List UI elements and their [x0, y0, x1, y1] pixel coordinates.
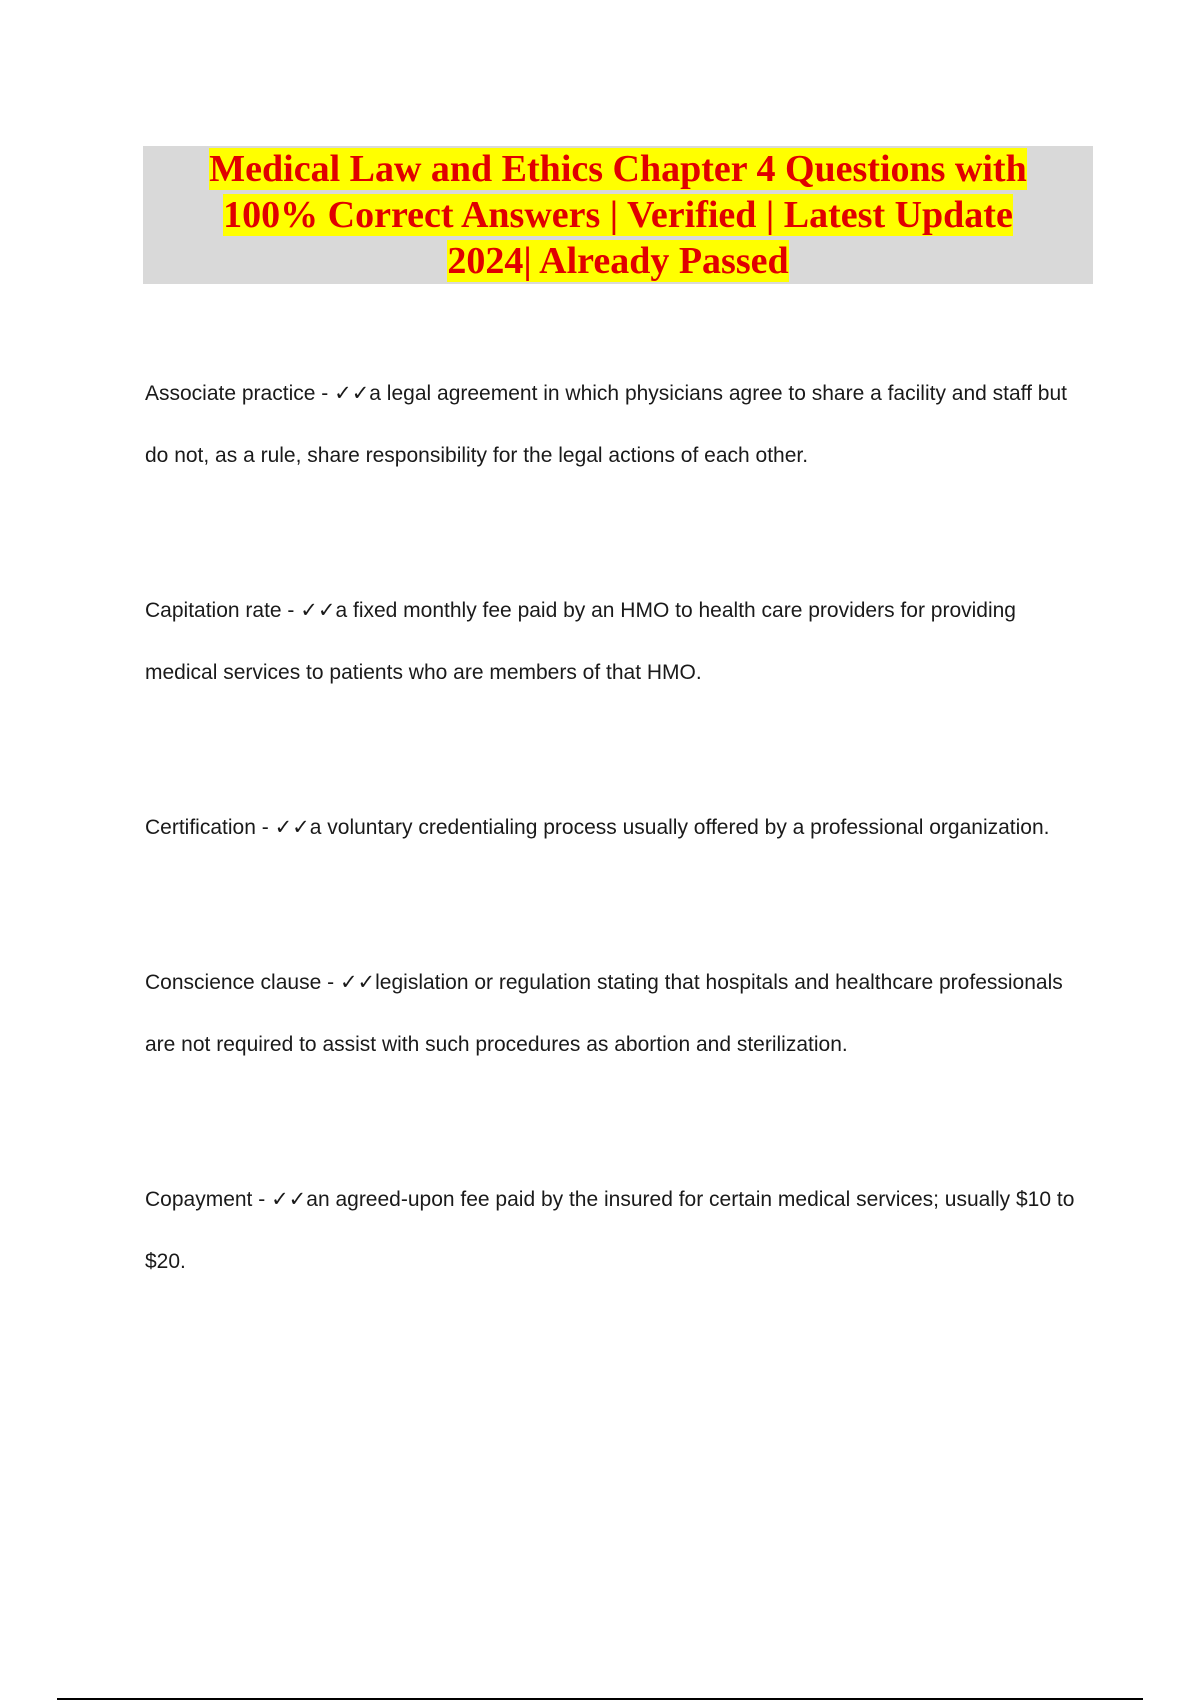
entry-term: Capitation rate	[145, 599, 282, 622]
double-check-icon: ✓✓	[300, 599, 336, 622]
title-line-2: 100% Correct Answers | Verified | Latest Update	[223, 194, 1013, 236]
title-banner	[143, 146, 1093, 284]
page-title	[168, 146, 1068, 284]
entry-term: Copayment	[145, 1188, 253, 1211]
entry-term: Conscience clause	[145, 971, 322, 994]
entry-definition: an agreed-upon fee paid by the insured for certain medical services; usually $10 to $20.	[145, 1188, 1075, 1273]
double-check-icon: ✓✓	[339, 971, 376, 994]
double-check-icon: ✓✓	[271, 1188, 307, 1211]
entry-definition: a legal agreement in which physicians agree to share a facility and staff but do not, as a rule, share responsibility for the legal actions of each other.	[145, 382, 1067, 467]
glossary-list	[145, 363, 1085, 1386]
glossary-entry-certification	[145, 797, 1085, 859]
entry-separator: -	[321, 971, 340, 994]
entry-term: Associate practice	[145, 382, 316, 405]
entry-definition: a fixed monthly fee paid by an HMO to health care providers for providing medical services to patients who are members of that HMO.	[145, 599, 1016, 684]
glossary-entry-associate-practice	[145, 363, 1085, 487]
entry-separator: -	[315, 382, 335, 405]
double-check-icon: ✓✓	[334, 382, 370, 405]
glossary-entry-capitation-rate	[145, 580, 1085, 704]
glossary-entry-copayment	[145, 1169, 1085, 1293]
entry-separator: -	[255, 816, 275, 839]
entry-separator: -	[252, 1188, 272, 1211]
title-line-3: 2024| Already Passed	[447, 240, 789, 282]
title-line-1: Medical Law and Ethics Chapter 4 Questions with	[209, 148, 1027, 190]
entry-term: Certification	[145, 816, 256, 839]
entry-definition: a voluntary credentialing process usually offered by a professional organization.	[309, 816, 1050, 839]
entry-separator: -	[281, 599, 301, 622]
double-check-icon: ✓✓	[274, 816, 310, 839]
entry-definition: legislation or regulation stating that hospitals and healthcare professionals are not required to assist with such procedures as abortion and sterilization.	[145, 971, 1063, 1056]
glossary-entry-conscience-clause	[145, 952, 1085, 1076]
